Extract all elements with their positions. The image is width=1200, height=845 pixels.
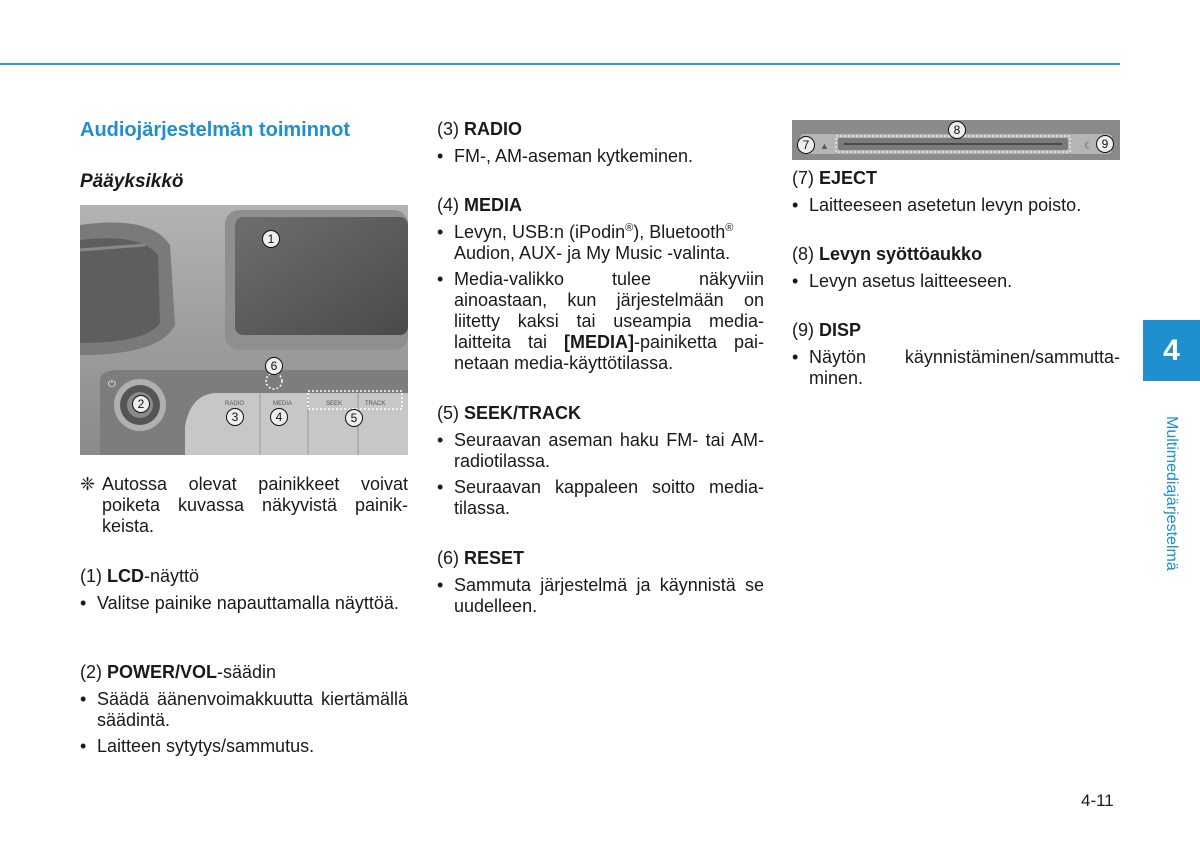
section-title: Audiojärjestelmän toiminnot [80,119,351,141]
middle-column [437,0,764,845]
item-disp-bullet: • Näytön käynnistäminen/sammuttaminen. [792,347,1120,388]
item-power-vol-heading: (2) POWER/VOL-säädin [80,662,277,682]
item-eject-heading: (7) EJECT [792,168,878,188]
page-number: 4-11 [1081,791,1114,810]
disp-icon: ☾ [1084,141,1093,152]
callout-8: 8 [948,121,966,139]
item-disc-slot [792,244,1120,292]
chapter-tab: 4 [1143,320,1200,381]
callout-1: 1 [262,230,280,248]
item-lcd [80,566,408,614]
item-disc-slot-heading: (8) Levyn syöttöaukko [792,244,983,264]
seek-button-label: SEEK [326,401,343,407]
item-eject-bullet: • Laitteeseen asetetun levyn poisto. [792,195,1082,215]
item-reset [437,548,764,617]
media-button-label: MEDIA [273,401,293,407]
callout-9: 9 [1096,135,1114,153]
item-seek-track-bullet-1: • Seuraavan aseman haku FM- tai AM-radiotilassa. [437,430,764,471]
item-power-vol-bullet-2: • Laitteen sytytys/sammutus. [80,736,315,756]
item-media-bullet-1: • Levyn, USB:n (iPodin®), Bluetooth® Audion, AUX- ja My Music -valinta. [437,222,734,263]
item-lcd-heading: (1) LCD-näyttö [80,566,200,586]
item-power-vol [80,662,408,757]
item-disp-heading: (9) DISP [792,320,862,340]
item-eject [792,168,1120,216]
callout-5: 5 [345,409,363,427]
item-radio [437,119,764,167]
right-column [792,0,1120,845]
callout-2: 2 [132,395,150,413]
callout-4: 4 [270,408,288,426]
eject-icon: ▲ [820,141,829,151]
item-disp [792,320,1120,389]
callout-6: 6 [265,357,283,375]
item-reset-bullet: • Sammuta järjestelmä ja käynnistä se uudelleen. [437,575,764,616]
note-symbol: ❈ [80,474,96,494]
subsection-title: Pääyksikkö [80,171,184,192]
item-radio-bullet: • FM-, AM-aseman kytkeminen. [437,146,694,166]
head-unit-photo [80,205,408,455]
radio-button-label: RADIO [225,401,245,407]
svg-text:⏻: ⏻ [108,379,116,390]
item-media-bullet-2: • Media-valikko tulee näkyviin ainoastaan, kun järjestelmään on liitetty kaksi tai useampia medialaitteita tai [MEDIA]-painiketta painetaan media-käyttötilassa. [437,269,764,373]
photo-note [80,474,408,537]
item-media-heading: (4) MEDIA [437,195,523,215]
item-seek-track [437,403,764,519]
item-radio-heading: (3) RADIO [437,119,523,139]
item-media [437,195,764,374]
item-reset-heading: (6) RESET [437,548,525,568]
chapter-title: Multimediajärjestelmä [1163,416,1180,571]
callout-3: 3 [226,408,244,426]
track-button-label: TRACK [365,401,386,407]
note-text: Autossa olevat painikkeet voivat poiketa kuvassa näkyvistä painikkeista. [102,474,408,536]
item-power-vol-bullet-1: • Säädä äänenvoimakkuutta kiertämällä säädintä. [80,689,408,730]
callout-7: 7 [797,136,815,154]
item-seek-track-heading: (5) SEEK/TRACK [437,403,582,423]
item-lcd-bullet: • Valitse painike napauttamalla näyttöä. [80,593,399,613]
item-seek-track-bullet-2: • Seuraavan kappaleen soitto media-tilassa. [437,477,764,518]
item-disc-slot-bullet: • Levyn asetus laitteeseen. [792,271,1013,291]
